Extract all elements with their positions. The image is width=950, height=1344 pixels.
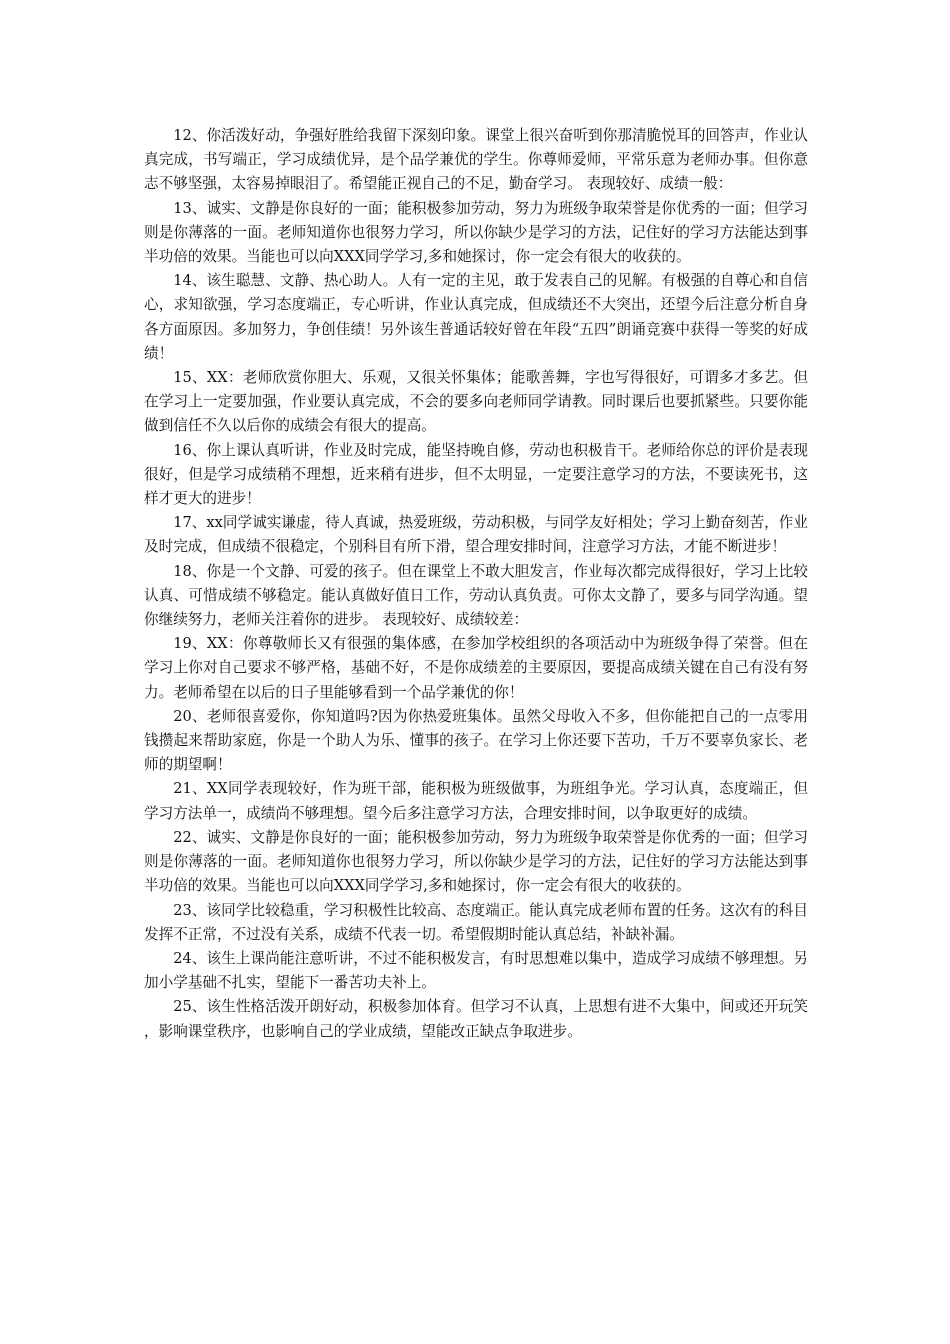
comment-paragraph-19: 19、XX：你尊敬师长又有很强的集体感，在参加学校组织的各项活动中为班级争得了荣誉。但在学习上你对自己要求不够严格，基础不好，不是你成绩差的主要原因，要提高成绩关键在自己有没有努力。老师希望在以后的日子里能够看到一个品学兼优的你！ <box>144 635 808 701</box>
comment-paragraph-12: 12、你活泼好动，争强好胜给我留下深刻印象。课堂上很兴奋听到你那清脆悦耳的回答声，作业认真完成，书写端正，学习成绩优异，是个品学兼优的学生。你尊师爱师，平常乐意为老师办事。但你意志不够坚强，太容易掉眼泪了。希望能正视自己的不足，勤奋学习。 表现较好、成绩一般： <box>144 127 808 193</box>
comment-paragraph-13: 13、诚实、文静是你良好的一面；能积极参加劳动，努力为班级争取荣誉是你优秀的一面；但学习则是你薄落的一面。老师知道你也很努力学习，所以你缺少是学习的方法，记住好的学习方法能达到事半功倍的效果。当能也可以向XXX同学学习,多和她探讨，你一定会有很大的收获的。 <box>144 199 808 266</box>
comment-paragraph-25: 25、该生性格活泼开朗好动，积极参加体育。但学习不认真，上思想有进不大集中，间或还开玩笑，影响课堂秩序，也影响自己的学业成绩，望能改正缺点争取进步。 <box>144 998 808 1040</box>
comment-paragraph-20: 20、老师很喜爱你，你知道吗?因为你热爱班集体。虽然父母收入不多，但你能把自己的一点零用钱攒起来帮助家庭，你是一个助人为乐、懂事的孩子。在学习上你还要下苦功，千万不要辜负家长、老师的期望啊！ <box>144 707 808 774</box>
comment-paragraph-24: 24、该生上课尚能注意听讲，不过不能积极发言，有时思想难以集中，造成学习成绩不够理想。另加小学基础不扎实，望能下一番苦功夫补上。 <box>144 949 808 992</box>
comment-paragraph-21: 21、XX同学表现较好，作为班干部，能积极为班级做事，为班组争光。学习认真，态度端正，但学习方法单一，成绩尚不够理想。望今后多注意学习方法，合理安排时间，以争取更好的成绩。 <box>144 780 808 822</box>
comment-paragraph-18: 18、你是一个文静、可爱的孩子。但在课堂上不敢大胆发言，作业每次都完成得很好，学习上比较认真、可惜成绩不够稳定。能认真做好值日工作，劳动认真负责。可你太文静了，要多与同学沟通。望你继续努力，老师关注着你的进步。 表现较好、成绩较差： <box>144 562 808 629</box>
comment-paragraph-15: 15、XX：老师欣赏你胆大、乐观，又很关怀集体；能歌善舞，字也写得很好，可谓多才多艺。但在学习上一定要加强，作业要认真完成，不会的要多向老师同学请教。同时课后也要抓紧些。只要你能做到信任不久以后你的成绩会有很大的提高。 <box>144 369 808 435</box>
comment-paragraph-23: 23、该同学比较稳重，学习积极性比较高、态度端正。能认真完成老师布置的任务。这次有的科目发挥不正常，不过没有关系，成绩不代表一切。希望假期时能认真总结，补缺补漏。 <box>144 901 808 943</box>
document-body <box>144 124 808 1044</box>
comment-paragraph-16: 16、你上课认真听讲，作业及时完成，能坚持晚自修，劳动也积极肯干。老师给你总的评价是表现很好，但是学习成绩稍不理想，近来稍有进步，但不太明显，一定要注意学习的方法，不要读死书，这样才更大的进步！ <box>144 441 808 508</box>
comment-paragraph-17: 17、xx同学诚实谦虚，待人真诚，热爱班级，劳动积极，与同学友好相处；学习上勤奋刻苦，作业及时完成，但成绩不很稳定，个别科目有所下滑，望合理安排时间，注意学习方法，才能不断进步！ <box>144 514 808 556</box>
comment-paragraph-14: 14、该生聪慧、文静、热心助人。人有一定的主见，敢于发表自己的见解。有极强的自尊心和自信心，求知欲强，学习态度端正，专心听讲，作业认真完成，但成绩还不大突出，还望今后注意分析自身各方面原因。多加努力，争创佳绩！另外该生普通话较好曾在年段“五四”朗诵竞赛中获得一等奖的好成绩！ <box>144 272 808 362</box>
comment-paragraph-22: 22、诚实、文静是你良好的一面；能积极参加劳动，努力为班级争取荣誉是你优秀的一面；但学习则是你薄落的一面。老师知道你也很努力学习，所以你缺少是学习的方法，记住好的学习方法能达到事半功倍的效果。当能也可以向XXX同学学习,多和她探讨，你一定会有很大的收获的。 <box>144 828 808 895</box>
